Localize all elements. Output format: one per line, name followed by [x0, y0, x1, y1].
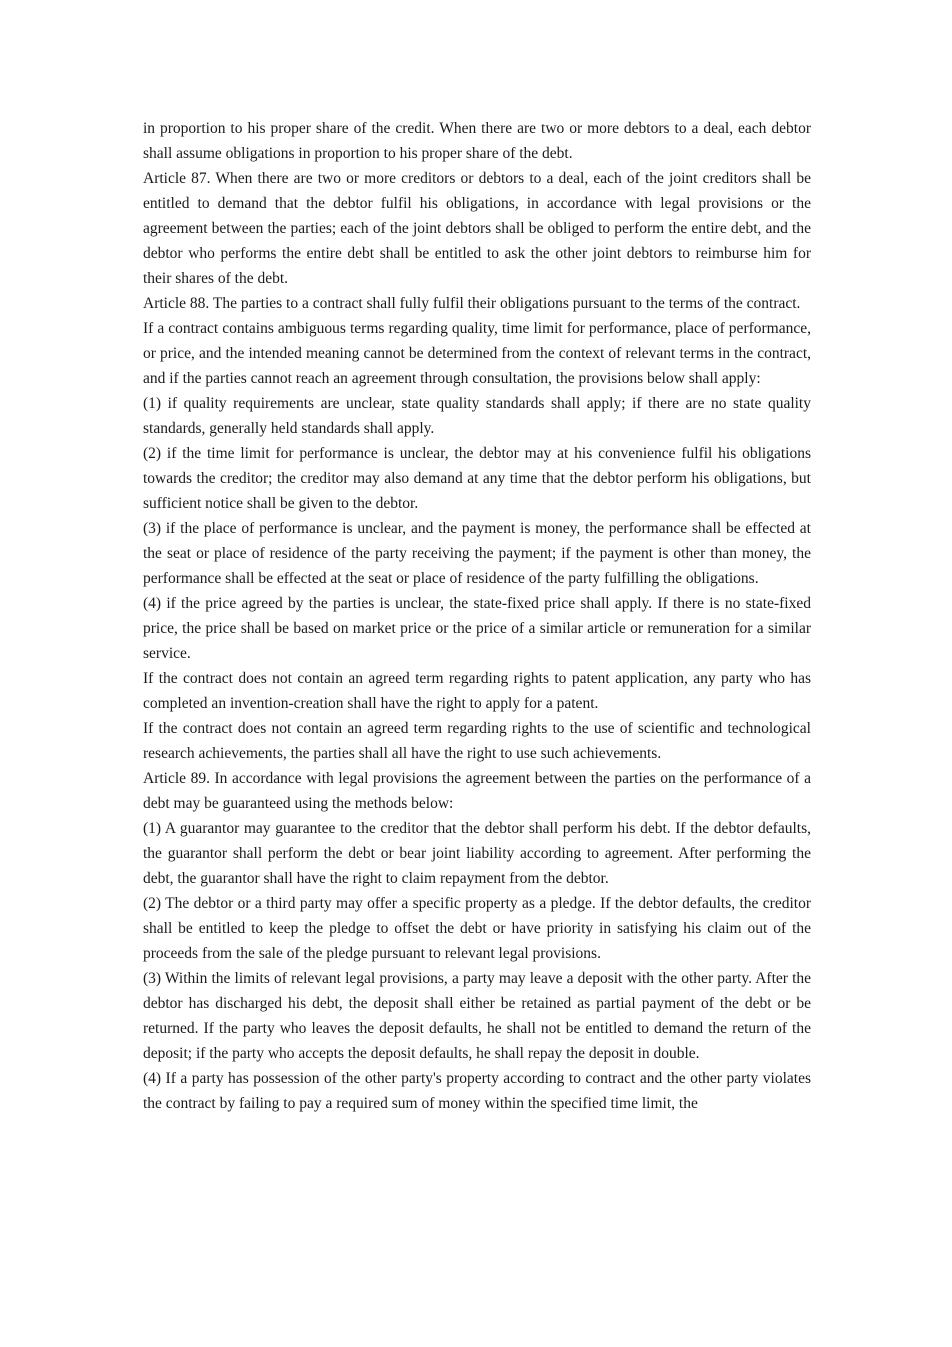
paragraph-possession: (4) If a party has possession of the other party's property according to contract and the other party violates the contract by failing to pay a required sum of money within the specified time limit, the	[143, 1070, 811, 1112]
paragraph-item-1-quality: (1) if quality requirements are unclear, state quality standards shall apply; if there are no state quality standards, generally held standards shall apply.	[143, 395, 811, 437]
paragraph-item-3-place: (3) if the place of performance is unclear, and the payment is money, the performance shall be effected at the seat or place of residence of the party receiving the payment; if the payment is other than money, the performance shall be effected at the seat or place of residence of the party fulfilling the obligations.	[143, 520, 811, 587]
paragraph-pledge: (2) The debtor or a third party may offer a specific property as a pledge. If the debtor defaults, the creditor shall be entitled to keep the pledge to offset the debt or have priority in satisfying his claim out of the proceeds from the sale of the pledge pursuant to relevant legal provisions.	[143, 895, 811, 962]
paragraph-article-88: Article 88. The parties to a contract shall fully fulfil their obligations pursuant to the terms of the contract.	[143, 295, 801, 312]
paragraph-deposit: (3) Within the limits of relevant legal provisions, a party may leave a deposit with the other party. After the debtor has discharged his debt, the deposit shall either be retained as partial payment of the debt or be returned. If the party who leaves the deposit defaults, he shall not be entitled to demand the return of the deposit; if the party who accepts the deposit defaults, he shall repay the deposit in double.	[143, 970, 811, 1062]
paragraph-ambiguous-terms: If a contract contains ambiguous terms regarding quality, time limit for performance, place of performance, or price, and the intended meaning cannot be determined from the context of relevant terms in the contract, and if the parties cannot reach an agreement through consultation, the provisions below shall apply:	[143, 320, 811, 387]
paragraph-item-4-price: (4) if the price agreed by the parties is unclear, the state-fixed price shall apply. If there is no state-fixed price, the price shall be based on market price or the price of a similar article or remuneration for a similar service.	[143, 595, 811, 662]
paragraph-guarantor: (1) A guarantor may guarantee to the creditor that the debtor shall perform his debt. If the debtor defaults, the guarantor shall perform the debt or bear joint liability according to agreement. After performing the debt, the guarantor shall have the right to claim repayment from the debtor.	[143, 820, 811, 887]
paragraph-article-87: Article 87. When there are two or more creditors or debtors to a deal, each of the joint creditors shall be entitled to demand that the debtor fulfil his obligations, in accordance with legal provisions or the agreement between the parties; each of the joint debtors shall be obliged to perform the entire debt, and the debtor who performs the entire debt shall be entitled to ask the other joint debtors to reimburse him for their shares of the debt.	[143, 170, 811, 287]
paragraph-patent-application: If the contract does not contain an agreed term regarding rights to patent application, any party who has completed an invention-creation shall have the right to apply for a patent.	[143, 670, 811, 712]
paragraph-item-2-time-limit: (2) if the time limit for performance is unclear, the debtor may at his convenience fulfil his obligations towards the creditor; the creditor may also demand at any time that the debtor perform his obligations, but sufficient notice shall be given to the debtor.	[143, 445, 811, 512]
paragraph-continuation: in proportion to his proper share of the credit. When there are two or more debtors to a deal, each debtor shall assume obligations in proportion to his proper share of the debt.	[143, 120, 811, 162]
paragraph-research-achievements: If the contract does not contain an agreed term regarding rights to the use of scientific and technological research achievements, the parties shall all have the right to use such achievements.	[143, 720, 811, 762]
document-page	[143, 116, 811, 1116]
paragraph-article-89: Article 89. In accordance with legal provisions the agreement between the parties on the performance of a debt may be guaranteed using the methods below:	[143, 770, 811, 812]
